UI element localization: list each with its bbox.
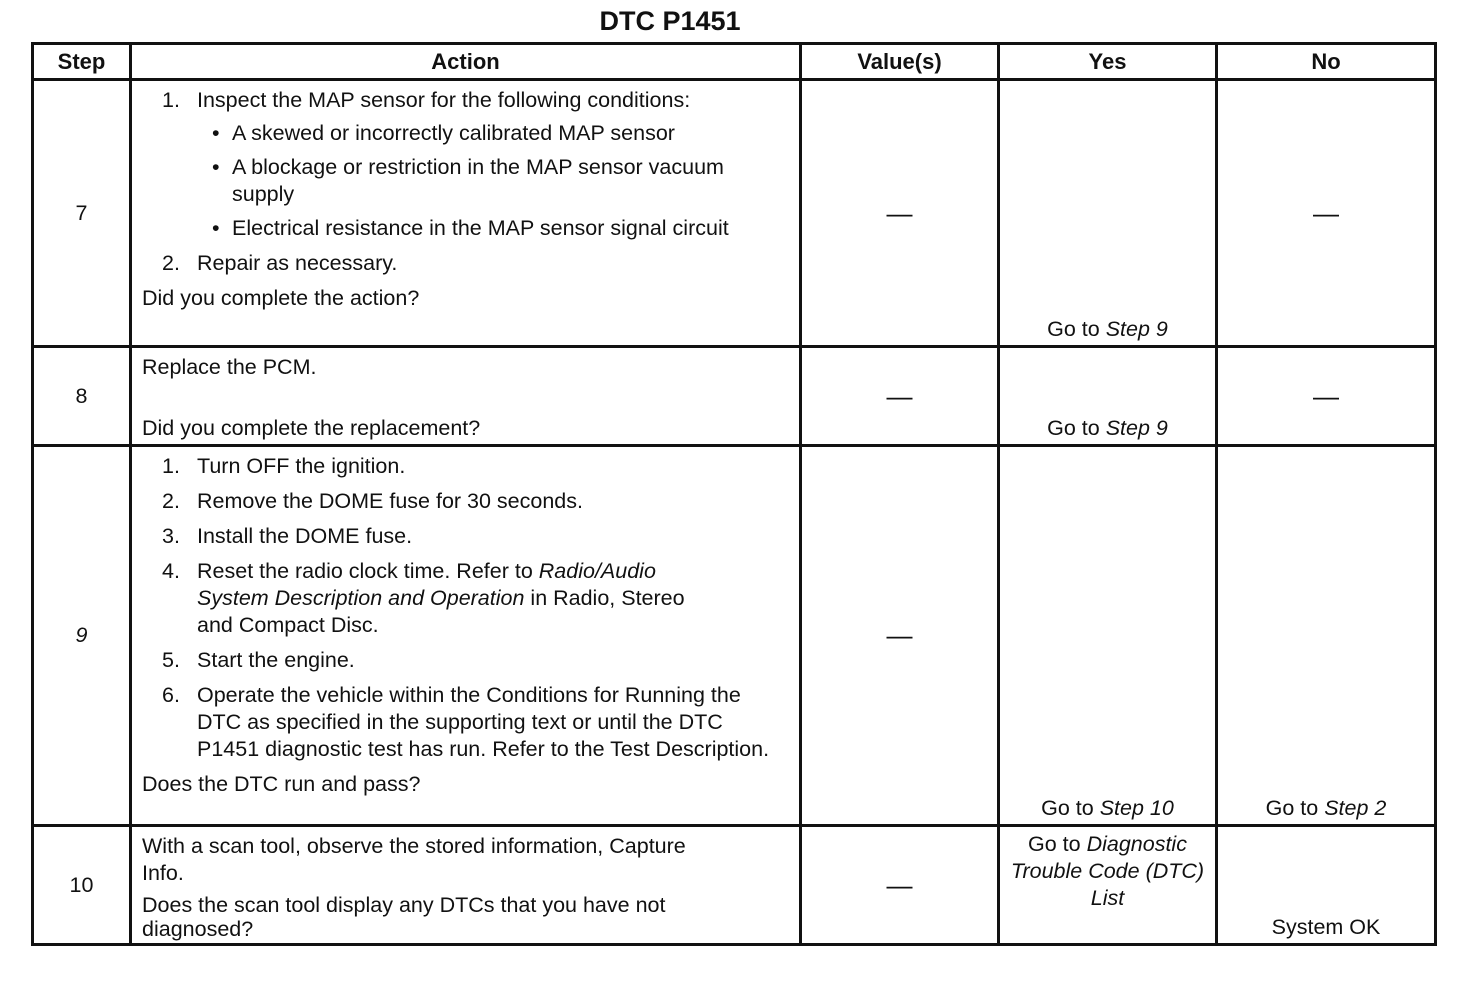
action-steps [142,87,791,277]
yes-cell: Go to Step 9 [999,347,1217,446]
action-step: 6. Operate the vehicle within the Conditions for Running the DTC as specified in the supporting text or until the DTC P1451 diagnostic test has run. Refer to the Test Description. [162,683,770,761]
yes-cell: Go to Step 10 [999,446,1217,826]
yes-cell: Go to Diagnostic Trouble Code (DTC) List [999,826,1217,945]
action-step: 1. Inspect the MAP sensor for the following conditions: • A skewed or incorrectly calibrated MAP sensor • A blockage or restriction in the MAP sensor vacuum supply • Electrical resistance in the MAP sensor signal circuit [197,87,791,242]
list-item: • A blockage or restriction in the MAP sensor vacuum supply [232,154,732,208]
step-number: 9 [33,446,131,826]
action-question: Does the DTC run and pass? [142,772,421,796]
action-text: With a scan tool, observe the stored information, Capture Info. [142,834,686,885]
header-step: Step [33,44,131,80]
page-title: DTC P1451 [599,6,741,36]
no-cell: — [1217,347,1436,446]
no-cell: System OK [1217,826,1436,945]
header-yes: Yes [999,44,1217,80]
dtc-list-link[interactable]: Diagnostic Trouble Code (DTC) List [1010,832,1205,910]
step-number: 7 [33,80,131,347]
action-step: 2. Remove the DOME fuse for 30 seconds. [162,489,583,513]
action-step: 2. Repair as necessary. [162,251,398,275]
action-step: 5. Start the engine. [162,648,355,672]
table-row-step-10 [33,826,1436,945]
diagnostic-table [31,42,1437,946]
action-step: 3. Install the DOME fuse. [162,524,413,548]
no-cell: Go to Step 2 [1217,446,1436,826]
value-cell: — [801,826,999,945]
step-number: 10 [33,826,131,945]
header-action: Action [131,44,801,80]
action-cell [131,826,801,945]
header-no: No [1217,44,1436,80]
value-cell: — [801,446,999,826]
action-question: Does the scan tool display any DTCs that you have not diagnosed? [142,893,666,941]
action-question: Did you complete the action? [142,286,420,310]
action-question: Did you complete the replacement? [142,416,481,440]
list-item: • Electrical resistance in the MAP sensor signal circuit [232,215,752,242]
action-cell [131,446,801,826]
action-step: 1. Turn OFF the ignition. [162,454,406,478]
header-row [33,44,1436,80]
step-number: 8 [33,347,131,446]
table-row-step-9 [33,446,1436,826]
yes-cell: Go to Step 9 [999,80,1217,347]
step-link[interactable]: Step 10 [1099,796,1174,820]
condition-list [197,120,791,242]
value-cell: — [801,80,999,347]
action-steps [142,453,791,763]
value-cell: — [801,347,999,446]
action-text: Replace the PCM. [142,355,317,379]
action-cell [131,347,801,446]
step-link[interactable]: Step 9 [1105,416,1168,440]
table-row-step-8 [33,347,1436,446]
action-cell [131,80,801,347]
step-link[interactable]: Step 2 [1324,796,1387,820]
header-values: Value(s) [801,44,999,80]
list-item: • A skewed or incorrectly calibrated MAP sensor [232,120,791,147]
action-step: 4. Reset the radio clock time. Refer to Radio/Audio System Description and Operation in Radio, Stereo and Compact Disc. [162,559,685,637]
table-row-step-7 [33,80,1436,347]
reference-link[interactable]: Radio/Audio System Description and Operation [197,559,656,610]
step-link[interactable]: Step 9 [1105,317,1168,341]
no-cell: — [1217,80,1436,347]
